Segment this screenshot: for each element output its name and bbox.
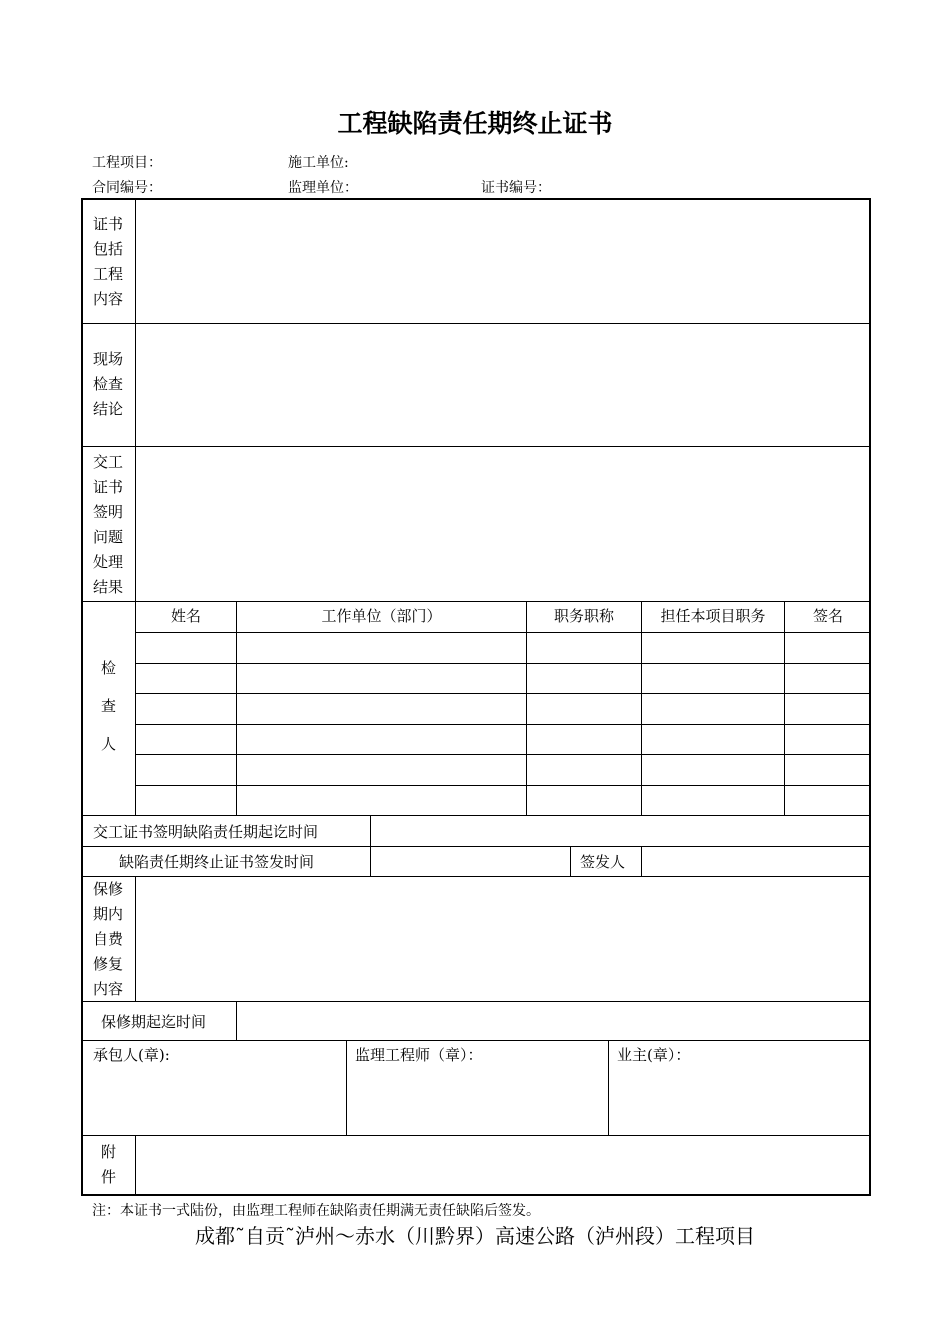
- column-divider: [135, 200, 136, 815]
- column-divider: [570, 846, 571, 876]
- owner-seal-label: 业主(章）：: [617, 1046, 691, 1064]
- scope-label: 证书 包括 工程 内容: [93, 215, 124, 308]
- column-divider: [784, 601, 785, 815]
- project-footer: 成都˜自贡˜泸州～赤水（川黔界）高速公路（泸州段）工程项目: [195, 1224, 755, 1248]
- row-divider: [135, 663, 871, 664]
- footnote: 注：本证书一式陆份，由监理工程师在缺陷责任期满无责任缺陷后签发。: [92, 1203, 540, 1219]
- column-divider: [346, 1040, 347, 1135]
- issuer-label: 签发人: [580, 853, 626, 871]
- handover-issues-label: 交工 证书 签明 问题 处理 结果: [93, 453, 124, 596]
- column-divider: [526, 601, 527, 815]
- column-header-name: 姓名: [170, 607, 201, 625]
- column-divider: [370, 815, 371, 876]
- row-divider: [83, 1001, 871, 1002]
- handover-period-label: 交工证书签明缺陷责任期起讫时间: [93, 823, 319, 841]
- warranty-period-label: 保修期起迄时间: [101, 1013, 207, 1031]
- row-divider: [135, 724, 871, 725]
- inspectors-label: 检 查 人: [101, 659, 117, 753]
- certificate-no-label: 证书编号：: [481, 180, 551, 196]
- row-divider: [83, 323, 871, 324]
- row-divider: [135, 754, 871, 755]
- row-divider: [83, 876, 871, 877]
- engineer-seal-label: 监理工程师（章）：: [355, 1046, 483, 1064]
- row-divider: [83, 1040, 871, 1041]
- row-divider: [135, 785, 871, 786]
- contract-no-label: 合同编号：: [92, 180, 162, 196]
- row-divider: [83, 846, 871, 847]
- row-divider: [83, 1135, 871, 1136]
- column-divider: [608, 1040, 609, 1135]
- column-header-project-role: 担任本项目职务: [660, 607, 766, 625]
- column-divider: [641, 601, 642, 815]
- row-divider: [135, 632, 871, 633]
- column-divider: [641, 846, 642, 876]
- inspection-conclusion-label: 现场 检查 结论: [93, 350, 124, 418]
- self-funded-repair-label: 保修 期内 自费 修复 内容: [93, 880, 124, 998]
- contractor-unit-label: 施工单位:: [288, 155, 349, 171]
- column-header-signature: 签名: [812, 607, 843, 625]
- attachment-label: 附 件: [101, 1143, 117, 1186]
- contractor-seal-label: 承包人(章):: [93, 1046, 170, 1064]
- document-title: 工程缺陷责任期终止证书: [337, 109, 613, 138]
- certificate-form: [81, 198, 871, 1196]
- row-divider: [83, 446, 871, 447]
- supervision-unit-label: 监理单位：: [288, 180, 358, 196]
- column-header-title: 职务职称: [553, 607, 614, 625]
- row-divider: [83, 815, 871, 816]
- column-header-work-unit: 工作单位（部门）: [321, 607, 442, 625]
- project-label: 工程项目：: [92, 155, 162, 171]
- column-divider: [236, 1001, 237, 1040]
- column-divider: [135, 876, 136, 1001]
- column-divider: [135, 1135, 136, 1196]
- row-divider: [135, 693, 871, 694]
- issue-time-label: 缺陷责任期终止证书签发时间: [119, 853, 315, 871]
- column-divider: [236, 601, 237, 815]
